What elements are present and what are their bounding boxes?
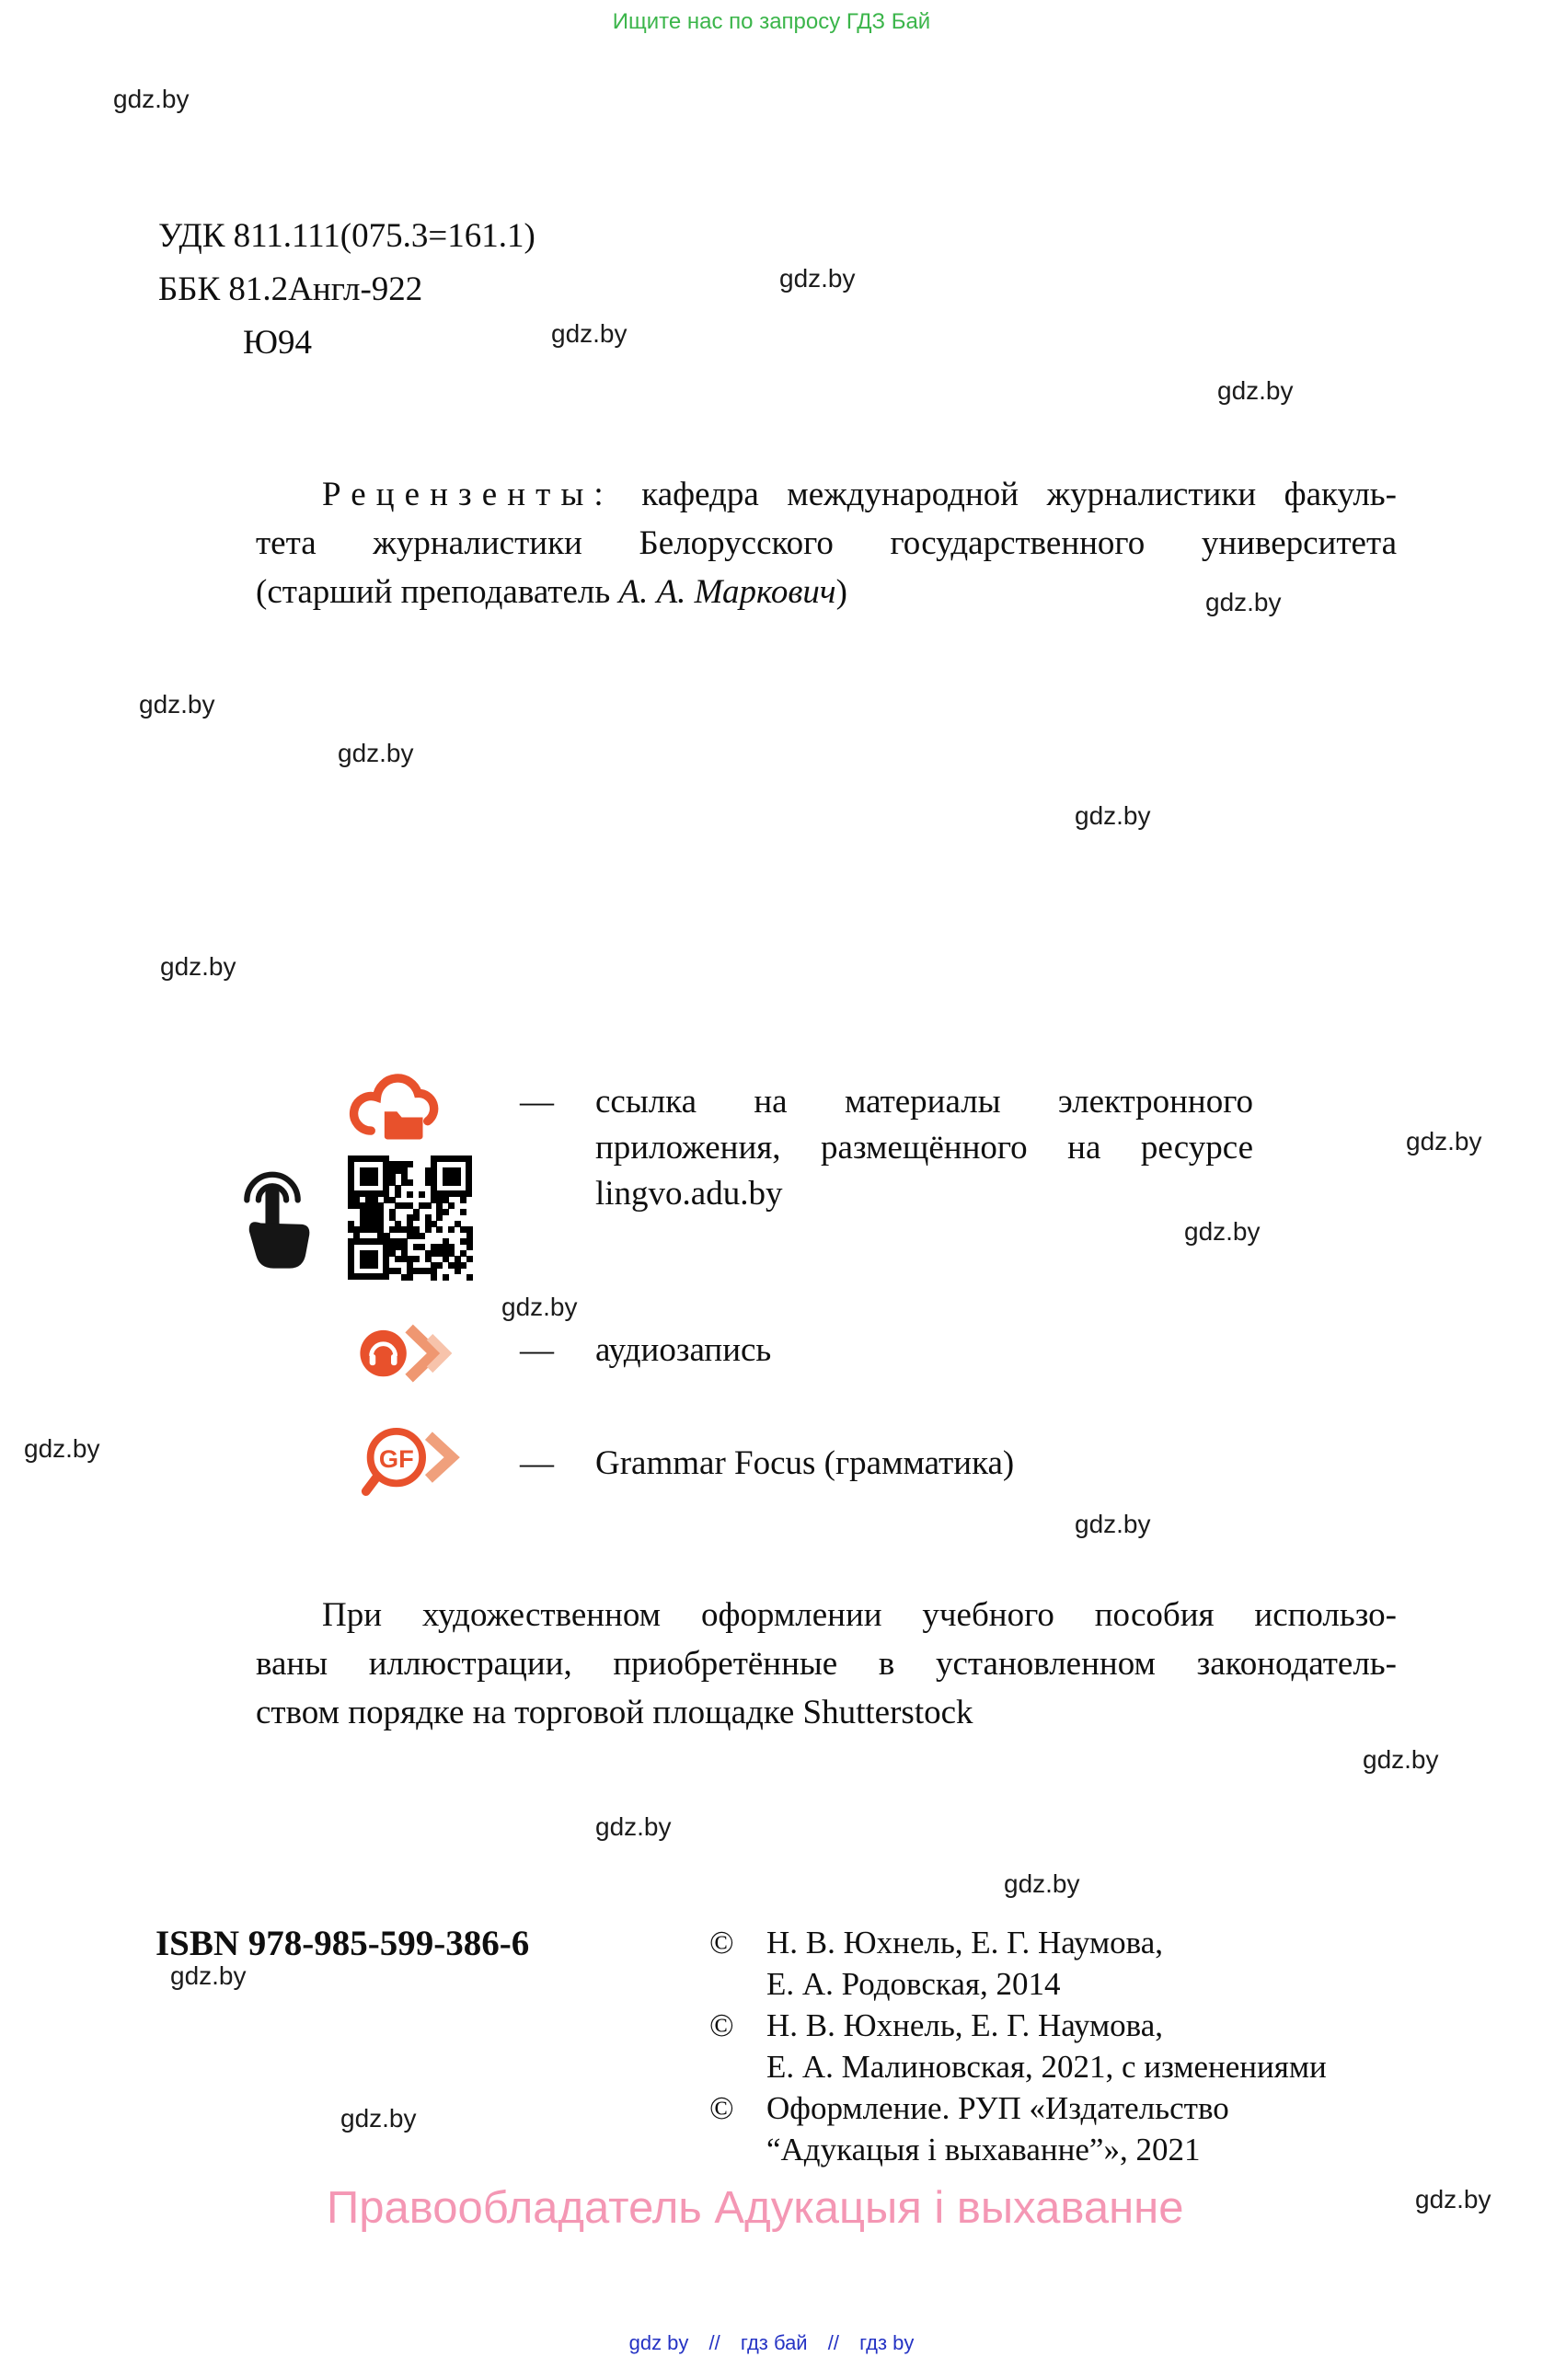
copyright-symbol: © (709, 2090, 734, 2126)
footer-link-2[interactable]: гдз бай (740, 2331, 808, 2354)
legend-dash: — (520, 1444, 554, 1482)
isbn: ISBN 978-985-599-386-6 (155, 1924, 530, 1963)
reviewer-name: А. А. Маркович (618, 573, 836, 611)
watermark: gdz.by (595, 1812, 672, 1841)
grammar-focus-icon (357, 1417, 460, 1504)
legend-dash: — (520, 1083, 554, 1121)
footer-link-1[interactable]: gdz by (628, 2331, 689, 2354)
watermark: gdz.by (1004, 1869, 1080, 1898)
reviewers-line-1 (256, 470, 1397, 519)
legend-app-line-1: ссылка на материалы электронного (595, 1083, 1253, 1121)
cloud-folder-icon (342, 1056, 457, 1156)
watermark: gdz.by (1075, 801, 1151, 830)
copyright-3-line-2: “Адукацыя і выхаванне”», 2021 (766, 2132, 1201, 2167)
reviewers-line-3-post: ) (835, 573, 847, 611)
reviewers-paragraph (256, 470, 1397, 616)
watermark: gdz.by (24, 1434, 100, 1463)
reviewers-line-1-rest: кафедра международной журналистики факуль- (613, 476, 1397, 513)
qr-code (348, 1156, 472, 1280)
watermark: gdz.by (170, 1961, 247, 1990)
reviewers-label: Рецензенты: (322, 476, 614, 513)
legend-row-app-link (520, 1079, 1253, 1217)
credit-line-2: ваны иллюстрации, приобретённые в установленном законодатель- (256, 1645, 1397, 1683)
copyright-2-line-1: Н. В. Юхнель, Е. Г. Наумова, (766, 2007, 1164, 2043)
legend-app-line-2: приложения, размещённого на ресурсе (595, 1129, 1253, 1167)
watermark: gdz.by (1415, 2185, 1491, 2213)
copyright-symbol: © (709, 2007, 734, 2043)
footer-links (0, 2331, 1543, 2355)
reviewers-line-3-pre: (старший преподаватель (256, 573, 619, 611)
legend-text-app-link (595, 1079, 1253, 1217)
illustration-credit-paragraph (256, 1591, 1397, 1737)
footer-separator: // (827, 2331, 839, 2354)
watermark: gdz.by (779, 264, 856, 293)
top-banner: Ищите нас по запросу ГДЗ Бай (612, 9, 931, 34)
copyright-entry (709, 2005, 1327, 2087)
author-sign-code: Ю94 (243, 324, 313, 362)
watermark: gdz.by (1217, 376, 1294, 405)
copyright-1-line-2: Е. А. Родовская, 2014 (766, 1966, 1061, 2002)
bibliographic-codes (158, 210, 535, 370)
watermark: gdz.by (1406, 1127, 1482, 1156)
watermark: gdz.by (113, 85, 190, 113)
copyright-entry (709, 1922, 1327, 2005)
copyright-entry (709, 2087, 1327, 2170)
footer-link-3[interactable]: гдз by (859, 2331, 915, 2354)
legend-audio-label: аудиозапись (595, 1331, 772, 1369)
copyright-2-line-2: Е. А. Малиновская, 2021, с изменениями (766, 2049, 1327, 2085)
gf-icon-label: GF (378, 1443, 414, 1473)
legend-row-audio (520, 1328, 1253, 1374)
tap-hand-icon (232, 1157, 313, 1275)
credit-line-3: ством порядке на торговой площадке Shutterstock (256, 1694, 973, 1731)
udk-code: УДК 811.111(075.3=161.1) (158, 217, 535, 255)
legend-grammar-label: Grammar Focus (грамматика) (595, 1444, 1015, 1482)
watermark: gdz.by (1075, 1510, 1151, 1538)
legend-dash: — (520, 1331, 554, 1369)
footer-separator: // (708, 2331, 720, 2354)
watermark: gdz.by (340, 2104, 417, 2133)
watermark: gdz.by (1205, 588, 1282, 616)
copyright-3-line-1: Оформление. РУП «Издательство (766, 2090, 1229, 2126)
copyright-1-line-1: Н. В. Юхнель, Е. Г. Наумова, (766, 1925, 1164, 1960)
credit-line-1: При художественном оформлении учебного пособия использо- (322, 1596, 1397, 1634)
watermark: gdz.by (1363, 1745, 1439, 1774)
legend-row-grammar (520, 1441, 1253, 1487)
rights-holder: Правообладатель Адукацыя і выхаванне (327, 2183, 1184, 2233)
audio-icon (352, 1310, 455, 1397)
watermark: gdz.by (160, 952, 236, 981)
watermark: gdz.by (338, 739, 414, 767)
reviewers-line-2: тета журналистики Белорусского государственного университета (256, 524, 1397, 562)
legend-app-line-3: lingvo.adu.by (595, 1175, 783, 1213)
watermark: gdz.by (551, 319, 628, 348)
bbk-code: ББК 81.2Англ-922 (158, 270, 423, 308)
copyright-block (709, 1922, 1327, 2170)
copyright-symbol: © (709, 1925, 734, 1960)
reviewers-line-3 (256, 568, 1397, 616)
watermark: gdz.by (1184, 1217, 1261, 1246)
watermark: gdz.by (139, 690, 215, 719)
watermark: gdz.by (501, 1293, 578, 1321)
